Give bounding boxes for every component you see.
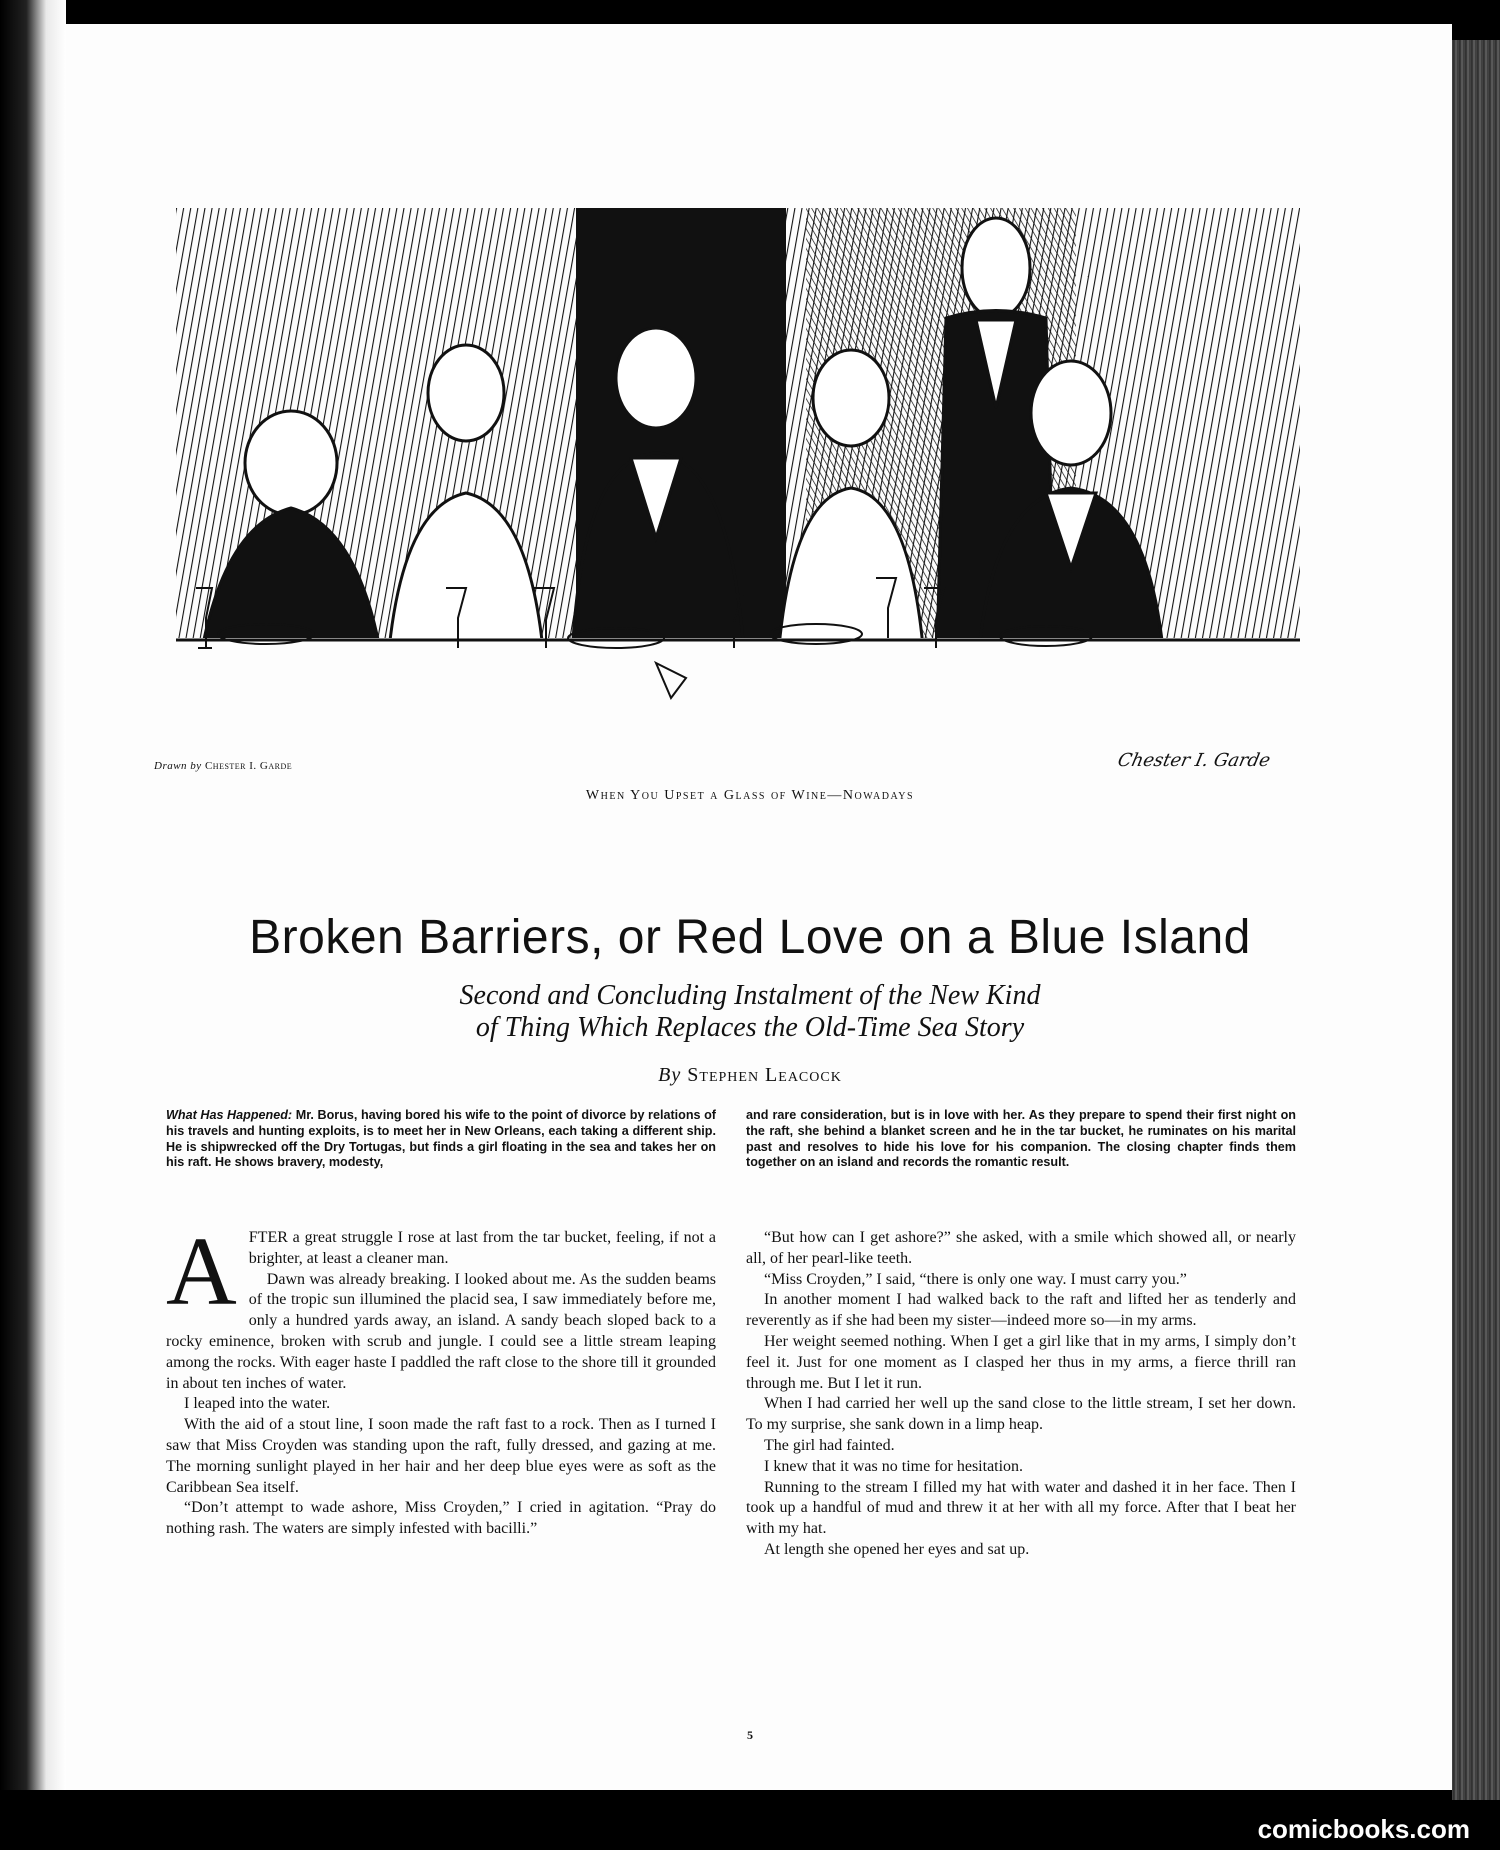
credit-prefix: Drawn by bbox=[154, 760, 202, 772]
synopsis-text-right: and rare consideration, but is in love with her. As they prepare to spend their first night on the raft, she behind a blanket screen and he in the tar bucket, he ruminates on his marital past and resolves to hide his love for his companion. The closing chapter finds them together on an island and records the romantic result. bbox=[746, 1108, 1296, 1170]
site-watermark: comicbooks.com bbox=[1257, 1814, 1470, 1844]
left-page-edge bbox=[0, 0, 66, 1790]
byline-prefix: By bbox=[658, 1064, 682, 1086]
drop-cap: A bbox=[166, 1218, 237, 1326]
subtitle-line-1: Second and Concluding Instalment of the New Kind bbox=[459, 980, 1041, 1011]
article-subtitle bbox=[300, 980, 1200, 1044]
story-paragraph: The girl had fainted. bbox=[764, 1436, 895, 1454]
synopsis-paragraph bbox=[166, 1108, 716, 1171]
illustration-caption: When You Upset a Glass of Wine—Nowadays bbox=[585, 788, 915, 803]
story-paragraph: In another moment I had walked back to the raft and lifted her as tenderly and reverently as if she had been my sister—indeed more so—in my arms. bbox=[746, 1291, 1296, 1330]
synopsis-lead: What Has Happened: bbox=[166, 1108, 293, 1122]
story-paragraph: I knew that it was no time for hesitation. bbox=[764, 1457, 1024, 1475]
story-paragraph: FTER a great struggle I rose at last from the tar bucket, feeling, if not a brighter, at least a cleaner man. bbox=[248, 1229, 716, 1267]
article-title: Broken Barriers, or Red Love on a Blue Island bbox=[249, 911, 1251, 964]
story-paragraph: I leaped into the water. bbox=[184, 1395, 331, 1413]
story-paragraph: Dawn was already breaking. I looked about me. As the sudden beams of the tropic sun illumined the placid sea, I saw immediately before me, only a hundred yards away, an island. A sandy beach sloped back to a rocky eminence, broken with scrub and jungle. I could see a little stream leaping among the rocks. With eager haste I paddled the raft close to the shore till it grounded in about ten inches of water. bbox=[166, 1270, 716, 1392]
story-paragraph: “But how can I get ashore?” she asked, with a smile which showed all, or nearly all, of her pearl-like teeth. bbox=[746, 1229, 1296, 1267]
story-paragraph: “Miss Croyden,” I said, “there is only one way. I must carry you.” bbox=[764, 1270, 1187, 1288]
tablecloth bbox=[176, 638, 1300, 764]
dinner-party-illustration bbox=[176, 208, 1300, 764]
story-left-column bbox=[166, 1218, 716, 1540]
synopsis-left-column bbox=[166, 1108, 716, 1171]
story-paragraph: When I had carried her well up the sand close to the little stream, I set her down. To my surprise, she sank down in a limp heap. bbox=[746, 1395, 1296, 1434]
story-paragraph: With the aid of a stout line, I soon made the raft fast to a rock. Then as I turned I saw that Miss Croyden was standing upon the raft, fully dressed, and gazing at me. The morning sunlight played in her hair and her deep blue eyes were as soft as the Caribbean Sea itself. bbox=[166, 1416, 716, 1496]
credit-artist-name: Chester I. Garde bbox=[204, 760, 293, 772]
story-paragraph: “Don’t attempt to wade ashore, Miss Croyden,” I cried in agitation. “Pray do nothing rash. The waters are simply infested with bacilli.” bbox=[166, 1499, 716, 1538]
illustration-credit bbox=[154, 760, 292, 772]
story-paragraph: Running to the stream I filled my hat with water and dashed it in her face. Then I took up a handful of mud and threw it at her with all my force. After that I beat her with my hat. bbox=[746, 1478, 1296, 1538]
story-right-column bbox=[746, 1228, 1296, 1561]
story-paragraph: Her weight seemed nothing. When I get a girl like that in my arms, I simply don’t feel it. Just for one moment as I clasped her thus in my arms, a fierce thrill ran through me. But I let it run. bbox=[746, 1332, 1296, 1392]
author-name: Stephen Leacock bbox=[687, 1064, 842, 1086]
page-number: 5 bbox=[747, 1728, 753, 1742]
byline bbox=[0, 1064, 1500, 1087]
artist-signature: Chester I. Garde bbox=[1115, 750, 1273, 771]
synopsis-right-column bbox=[746, 1108, 1296, 1171]
subtitle-line-2: of Thing Which Replaces the Old-Time Sea Story bbox=[475, 1012, 1025, 1043]
synopsis-text-left: Mr. Borus, having bored his wife to the point of divorce by relations of his travels and hunting exploits, is to meet her in New Orleans, each taking a different ship. He is shipwrecked off the Dry Tortugas, but finds a girl floating in the sea and takes her on his raft. He shows bravery, modesty, bbox=[166, 1108, 717, 1170]
story-paragraph: At length she opened her eyes and sat up. bbox=[764, 1540, 1030, 1558]
